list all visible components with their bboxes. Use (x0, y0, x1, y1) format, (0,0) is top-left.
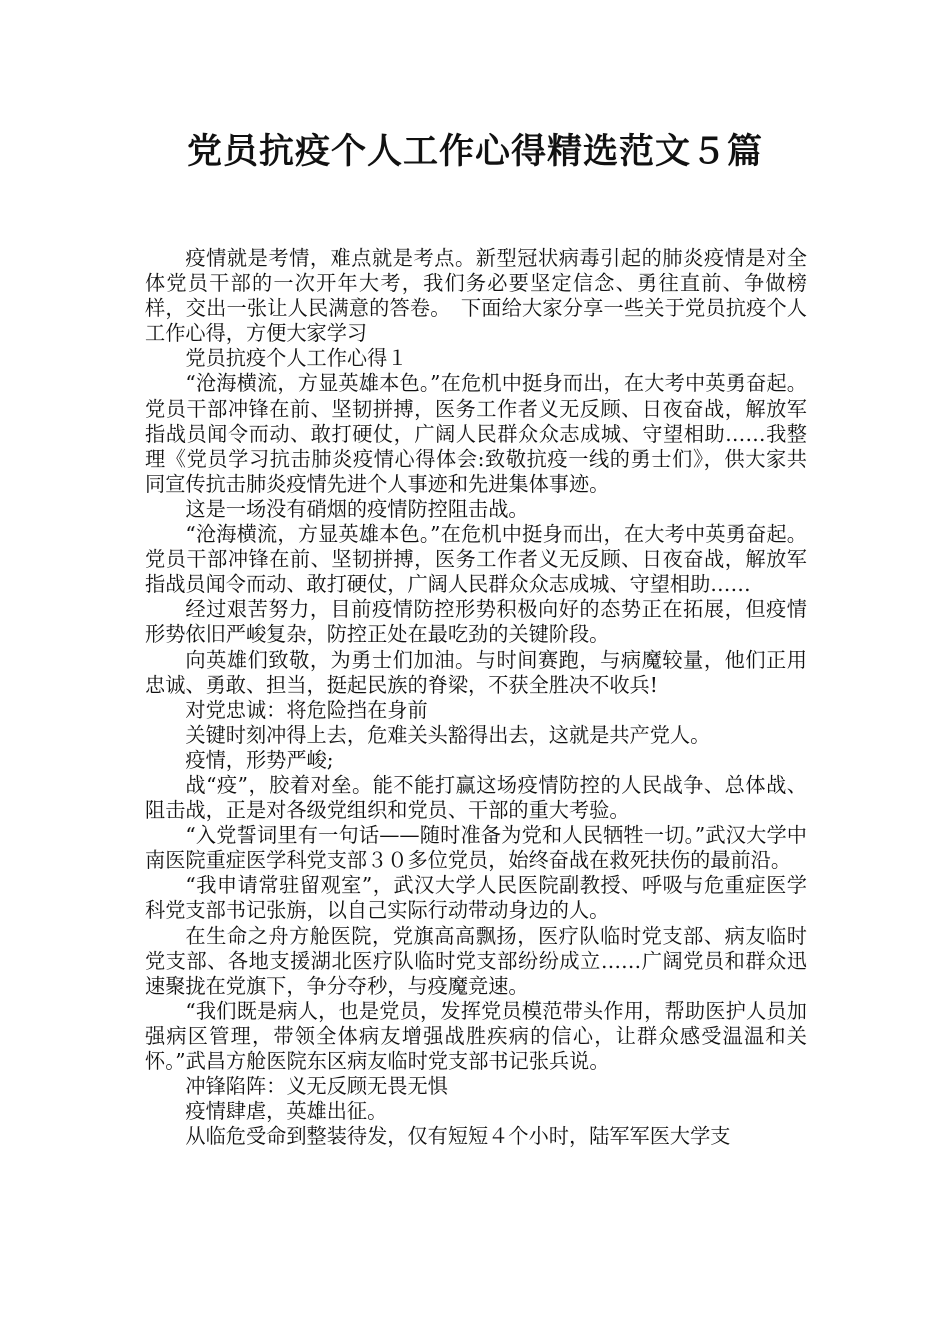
section-heading: 党员抗疫个人工作心得１ (185, 346, 408, 371)
paragraph: 在生命之舟方舱医院，党旗高高飘扬，医疗队临时党支部、病友临时党支部、各地支援湖北医疗队临时党支部纷纷成立……广阔党员和群众迅速聚拢在党旗下，争分夺秒，与疫魔竞速。 (145, 923, 807, 998)
paragraph: 疫情就是考情，难点就是考点。新型冠状病毒引起的肺炎疫情是对全体党员干部的一次开年大考，我们务必要坚定信念、勇往直前、争做榜样，交出一张让人民满意的答卷。 下面给大家分享一些关于党员抗疫个人工作心得，方便大家学习 (145, 246, 807, 346)
section-heading: 冲锋陷阵：义无反顾无畏无惧 (185, 1074, 448, 1099)
paragraph: 疫情，形势严峻; (185, 747, 334, 772)
section-heading: 对党忠诚：将危险挡在身前 (185, 697, 428, 722)
paragraph: 这是一场没有硝烟的疫情防控阻击战。 (185, 496, 529, 521)
paragraph: 经过艰苦努力，目前疫情防控形势积极向好的态势正在拓展，但疫情形势依旧严峻复杂，防控正处在最吃劲的关键阶段。 (145, 597, 807, 647)
paragraph: “沧海横流，方显英雄本色。”在危机中挺身而出，在大考中英勇奋起。党员干部冲锋在前、坚韧拼搏，医务工作者义无反顾、日夜奋战，解放军指战员闻令而动、敢打硬仗，广阔人民群众众志成城、守望相助…… (145, 522, 807, 597)
paragraph: “入党誓词里有一句话——随时准备为党和人民牺牲一切。”武汉大学中南医院重症医学科党支部３０多位党员，始终奋战在救死扶伤的最前沿。 (145, 823, 807, 873)
paragraph: “沧海横流，方显英雄本色。”在危机中挺身而出，在大考中英勇奋起。党员干部冲锋在前、坚韧拼搏，医务工作者义无反顾、日夜奋战，解放军指战员闻令而动、敢打硬仗，广阔人民群众众志成城、守望相助……我整理《党员学习抗击肺炎疫情心得体会:致敬抗疫一线的勇士们》，供大家共同宣传抗击肺炎疫情先进个人事迹和先进集体事迹。 (145, 371, 807, 496)
paragraph: “我申请常驻留观室”，武汉大学人民医院副教授、呼吸与危重症医学科党支部书记张旃，以自己实际行动带动身边的人。 (145, 873, 807, 923)
document-body (145, 246, 807, 1149)
paragraph: 向英雄们致敬，为勇士们加油。与时间赛跑，与病魔较量，他们正用忠诚、勇敢、担当，挺起民族的脊梁，不获全胜决不收兵! (145, 647, 807, 697)
paragraph: 疫情肆虐，英雄出征。 (185, 1099, 388, 1124)
paragraph: “我们既是病人，也是党员，发挥党员模范带头作用，帮助医护人员加强病区管理，带领全体病友增强战胜疾病的信心，让群众感受温温和关怀。”武昌方舱医院东区病友临时党支部书记张兵说。 (145, 998, 807, 1073)
paragraph: 战“疫”，胶着对垒。能不能打赢这场疫情防控的人民战争、总体战、阻击战，正是对各级党组织和党员、干部的重大考验。 (145, 772, 807, 823)
paragraph: 从临危受命到整装待发，仅有短短４个小时，陆军军医大学支 (185, 1124, 731, 1149)
document-title: 党员抗疫个人工作心得精选范文５篇 (186, 132, 763, 172)
paragraph: 关键时刻冲得上去，危难关头豁得出去，这就是共产党人。 (185, 722, 711, 747)
